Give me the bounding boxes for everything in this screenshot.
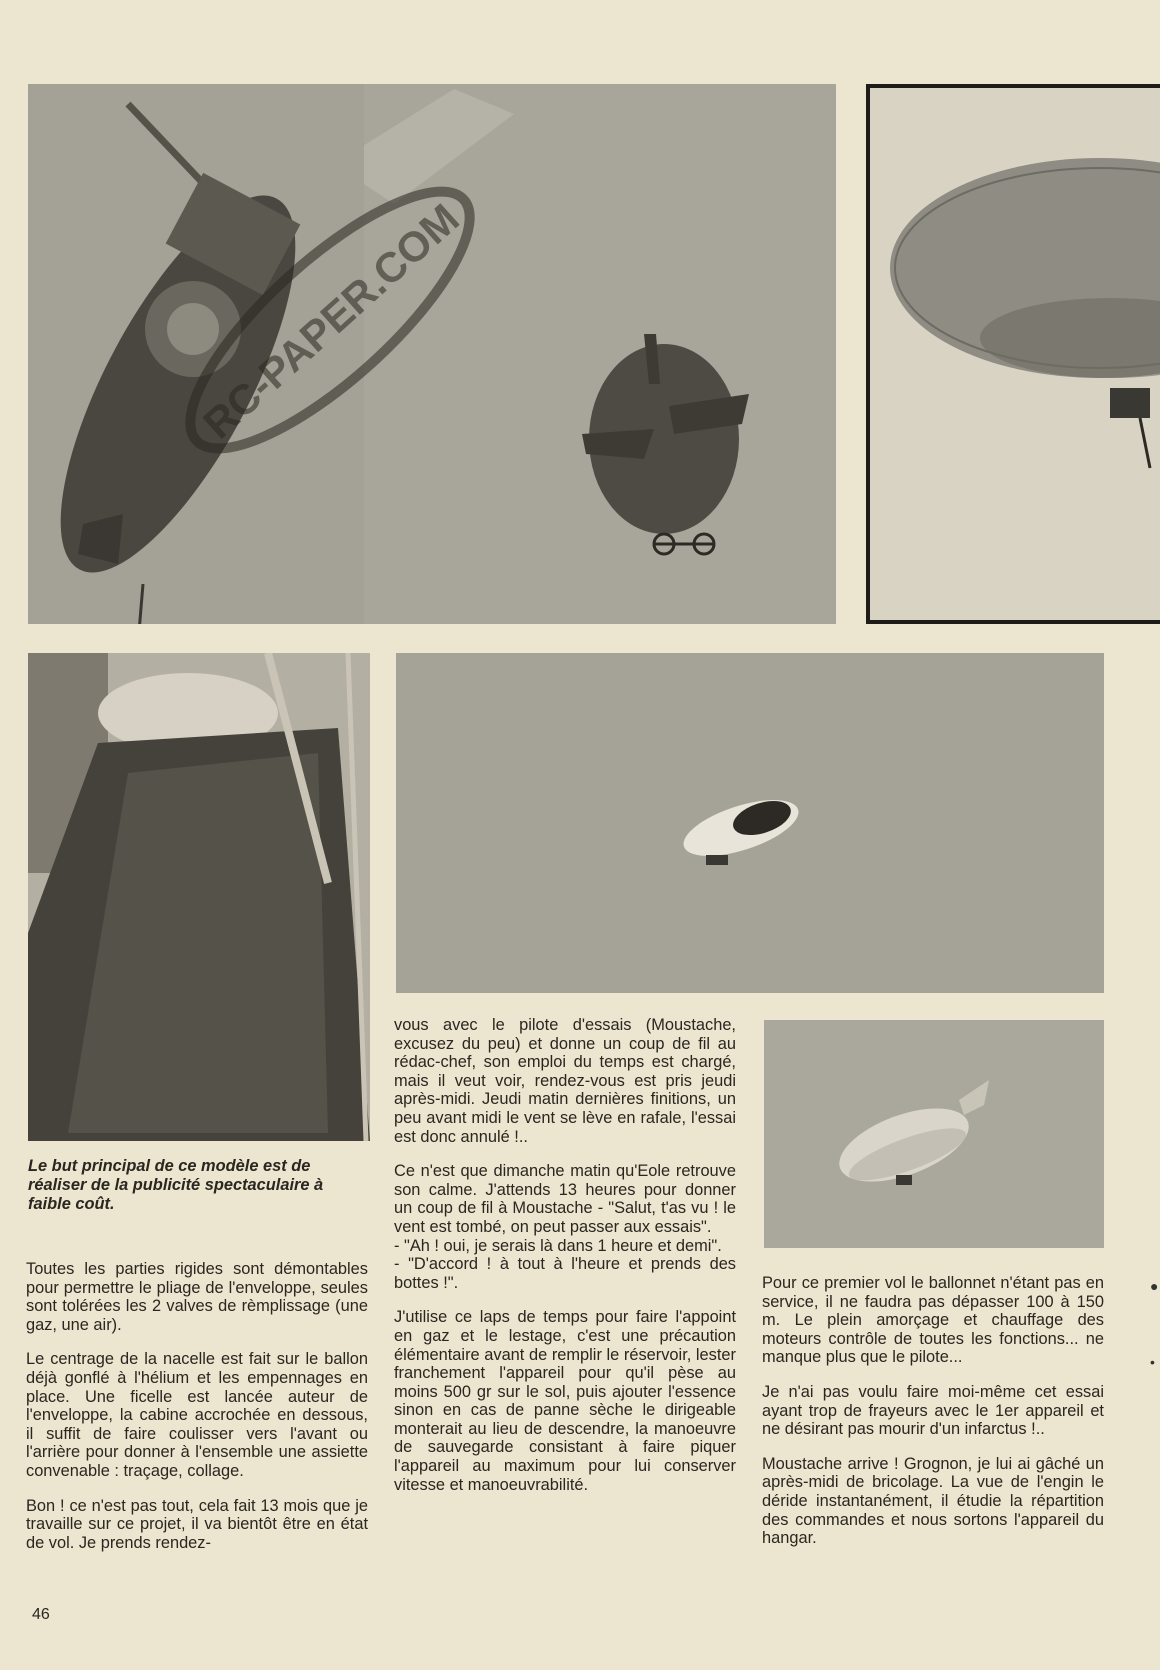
photo-envelope-floor [28, 653, 370, 1141]
paragraph: Pour ce premier vol le ballonnet n'étant pas en service, il ne faudra pas dépasser 100 à 150 m. Le plein amorçage et chauffage des moteurs contrôle de toutes les fonctions... ne manque plus que le pilote... [762, 1274, 1104, 1367]
photo-blimp-flying [764, 1020, 1104, 1248]
paragraph: - "Ah ! oui, je serais là dans 1 heure et demi". [394, 1236, 722, 1255]
watermark-stamp [150, 150, 510, 490]
paragraph: Moustache arrive ! Grognon, je lui ai gâché un après-midi de bricolage. La vue de l'engin le déride instantanément, il étudie la répartition des commandes et nous sortons l'appareil du hangar. [762, 1454, 1104, 1548]
paragraph: Bon ! ce n'est pas tout, cela fait 13 mois que je travaille sur ce projet, il va bientôt être en état de vol. Je prends rendez- [26, 1496, 368, 1552]
photo-blimp-closeup [866, 84, 1160, 624]
text-column-1 [26, 1260, 368, 1568]
text-column-2 [394, 1016, 736, 1510]
paragraph: J'utilise ce laps de temps pour faire l'appoint en gaz et le lestage, c'est une précaution élémentaire avant de remplir le réservoir, lester franchement l'appareil pour qu'il pèse au moins 500 gr sur le sol, puis ajouter l'essence sinon en cas de panne sèche le dirigeable monterait au lieu de descendre, la manoeuvre de sauvegarde consistant à faire piquer l'appareil au maximum pour lui conserver vitesse et manoeuvrabilité. [394, 1308, 736, 1494]
svg-text:RC-PAPER.COM: RC-PAPER.COM [194, 194, 468, 448]
text-column-3 [762, 1274, 1104, 1564]
paragraph: Le centrage de la nacelle est fait sur le ballon déjà gonflé à l'hélium et les empennages en place. Une ficelle est lancée auteur de l'enveloppe, la cabine accrochée en dessous, il suffit de faire coulisser vers l'avant ou l'arrière pour donner à l'ensemble une assiette convenable : traçage, collage. [26, 1350, 368, 1480]
page-number: 46 [32, 1606, 50, 1623]
paragraph: vous avec le pilote d'essais (Moustache, excusez du peu) et donne un coup de fil au rédac-chef, son emploi du temps est chargé, mais il veut voir, rendez-vous est pris jeudi après-midi. Jeudi matin dernières finitions, un peu avant midi le vent se lève en rafale, l'essai est donc annulé !.. [394, 1016, 736, 1146]
margin-mark: ● [1150, 1278, 1159, 1294]
paragraph: - "D'accord ! à tout à l'heure et prends des bottes !". [394, 1255, 736, 1292]
photo-caption: Le but principal de ce modèle est de réaliser de la publicité spectaculaire à faible coût. [28, 1157, 324, 1213]
paragraph: Toutes les parties rigides sont démontables pour permettre le pliage de l'enveloppe, seules sont tolérées les 2 valves de rèmplissage (une gaz, une air). [26, 1260, 368, 1334]
photo-blimp-distant [396, 653, 1104, 993]
margin-mark: • [1150, 1354, 1155, 1370]
paragraph: Je n'ai pas voulu faire moi-même cet essai ayant trop de frayeurs avec le 1er appareil et ne désirant pas mourir d'un infarctus !.. [762, 1382, 1104, 1439]
paragraph: Ce n'est que dimanche matin qu'Eole retrouve son calme. J'attends 13 heures pour donner un coup de fil à Moustache - "Salut, t'as vu ! le vent est tombé, on peut passer aux essais". [394, 1162, 736, 1236]
